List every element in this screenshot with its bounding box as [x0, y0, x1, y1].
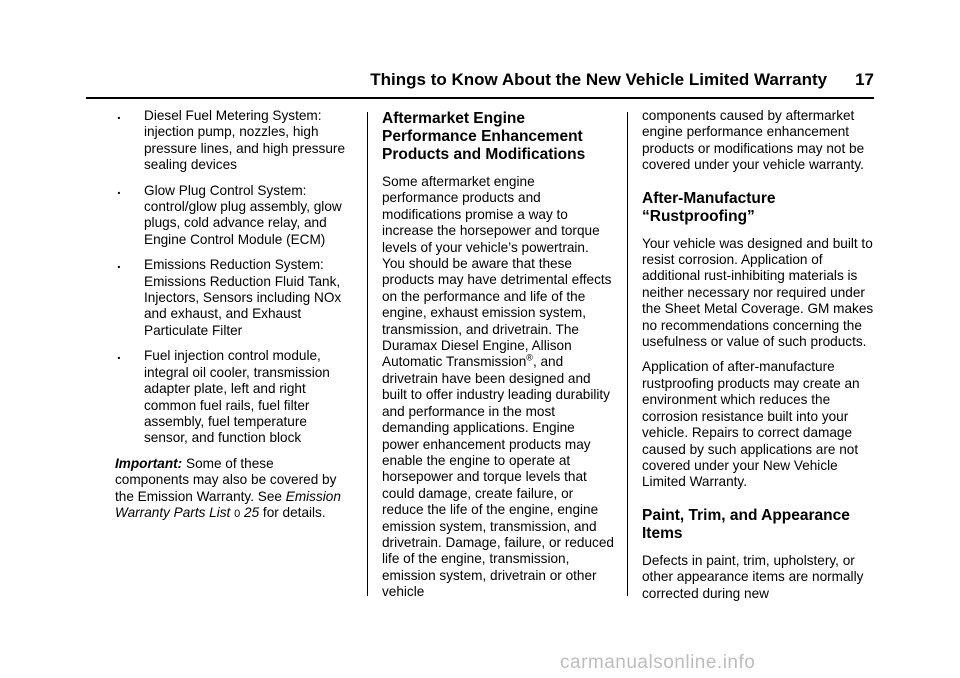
bullet-marker: .: [117, 347, 121, 363]
column-left: [115, 108, 350, 531]
list-item-text: Fuel injection control module, integral oil cooler, transmission adapter plate, left and right common fuel rails, fuel filter assembly, fuel temperature sensor, and function block: [144, 348, 330, 446]
column-divider: [627, 112, 628, 596]
page-header: [0, 70, 874, 90]
page-ref-number[interactable]: 25: [244, 504, 260, 520]
list-item: [115, 257, 350, 339]
paragraph-part: Some aftermarket engine performance products and modifications promise a way to increase the horsepower and torque levels of your vehicle’s powertrain. You should be aware that these products may have detrimental effects on the performance and life of the engine, exhaust emission system, transmission, and drivetrain. The Duramax Diesel Engine, Allison Automatic Transmission: [382, 174, 612, 370]
column-middle: [382, 110, 614, 610]
section-heading-rustproofing: After-Manufacture “Rustproofing”: [642, 189, 776, 225]
section-heading-paint-trim: Paint, Trim, and Appearance Items: [642, 506, 850, 542]
list-item-text: Diesel Fuel Metering System: injection pump, nozzles, high pressure lines, and high pressure sealing devices: [144, 108, 345, 173]
list-item: [115, 348, 350, 446]
list-item: [115, 108, 350, 174]
paragraph-part: , and drivetrain have been designed and built to offer industry leading durability and performance in the most demanding applications. Engine power enhancement products may enable the engine to operate at horsepower and torque levels that could damage, create failure, or reduce the life of the engine, engine emission system, transmission, and drivetrain. Damage, failure, or reduced life of the engine, transmission, emission system, drivetrain or other vehicle: [382, 354, 614, 600]
section-heading-aftermarket: Aftermarket Engine Performance Enhancement Products and Modifications: [382, 110, 586, 163]
list-item-text: Glow Plug Control System: control/glow plug assembly, glow plugs, cold advance relay, and Engine Control Module (ECM): [144, 182, 342, 247]
column-divider: [367, 112, 368, 596]
paragraph-rustproofing-2: Application of after-manufacture rustproofing products may create an environment which reduces the corrosion resistance built into your vehicle. Repairs to correct damage caused by such applications are not covered under your New Vehicle Limited Warranty.: [642, 359, 860, 490]
paragraph-continued: components caused by aftermarket engine performance enhancement products or modifications may not be covered under your vehicle warranty.: [642, 108, 865, 173]
emission-warranty-link[interactable]: Emission Warranty Parts List: [115, 488, 341, 520]
paragraph-rustproofing-1: Your vehicle was designed and built to resist corrosion. Application of additional rust-inhibiting materials is neither necessary nor required under the Sheet Metal Coverage. GM makes no recommendations concerning the usefulness or value of such products.: [642, 235, 874, 350]
important-note: [115, 456, 350, 523]
page-ref-arrow-icon: 0: [234, 507, 241, 520]
paragraph-paint-trim: Defects in paint, trim, upholstery, or other appearance items are normally corrected during new: [642, 552, 864, 601]
header-rule: [86, 97, 874, 99]
important-end-text: for details.: [262, 504, 326, 520]
list-item-text: Emissions Reduction System: Emissions Reduction Fluid Tank, Injectors, Sensors including NOx and exhaust, and Exhaust Particulate Filter: [144, 257, 342, 338]
registered-mark: ®: [526, 352, 533, 363]
paragraph-aftermarket: [382, 174, 614, 601]
important-text: Some of these components may also be covered by the Emission Warranty. See: [115, 455, 337, 504]
bullet-marker: .: [117, 256, 121, 272]
bullet-marker: .: [117, 107, 121, 122]
bullet-marker: .: [117, 181, 121, 197]
important-label: Important:: [115, 455, 183, 471]
page-number: 17: [855, 70, 874, 89]
column-right: [642, 108, 877, 611]
watermark: carmanualsonline.info: [560, 652, 756, 673]
page-title: Things to Know About the New Vehicle Limited Warranty: [370, 70, 828, 89]
list-item: [115, 183, 350, 249]
